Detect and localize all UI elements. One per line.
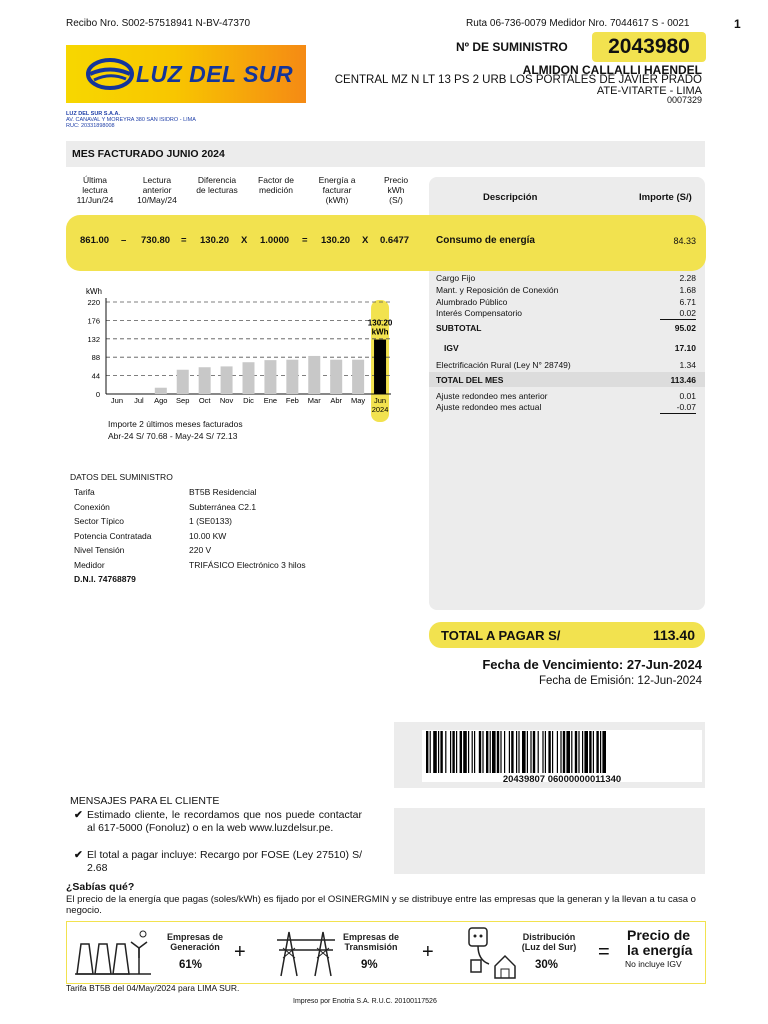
barcode-bar: [538, 731, 539, 773]
company-address: AV. CANAVAL Y MOREYRA 380 SAN ISIDRO - LIMA: [66, 117, 196, 123]
barcode-bar: [593, 731, 594, 773]
company-ruc: RUC: 20331898008: [66, 123, 115, 129]
suministro-number: 2043980: [608, 35, 690, 58]
datos-title: DATOS DEL SUMINISTRO: [70, 472, 173, 482]
calc-ultima: 861.00: [80, 235, 110, 246]
col-precio: Precio kWh (S/): [383, 175, 409, 205]
charge-row: Electrificación Rural (Ley N° 28749) 1.34: [436, 360, 696, 370]
chart-x-tick: Nov: [219, 396, 234, 405]
due-date: Fecha de Vencimiento: 27-Jun-2024: [482, 657, 702, 672]
barcode-bar: [589, 731, 591, 773]
calc-minus: –: [121, 235, 127, 246]
chart-bar: [243, 362, 255, 394]
chart-x-tick: May: [351, 396, 366, 405]
barcode-bar: [468, 731, 469, 773]
chart-x-tick: Jun: [110, 396, 124, 405]
barcode-bar: [545, 731, 546, 773]
barcode-bar: [445, 731, 446, 773]
energy-calculation-bar: [66, 215, 706, 271]
client-address: CENTRAL MZ N LT 13 PS 2 URB LOS PORTALES DE JAVIER PRADO: [334, 74, 702, 86]
chart-y-tick: 0: [95, 390, 100, 399]
chart-bar: [264, 360, 276, 394]
checkmark-icon: ✔: [74, 849, 83, 861]
charge-row: Alumbrado Público 6.71: [436, 297, 696, 307]
charge-row: Interés Compensatorio 0.02: [436, 308, 696, 318]
plus-sign: +: [234, 941, 246, 963]
billing-month-bar: [66, 141, 705, 167]
distribution-percent: 30%: [535, 959, 559, 971]
transmission-percent: 9%: [361, 959, 378, 971]
importe-note-values: Abr-24 S/ 70.68 - May-24 S/ 72.13: [108, 431, 238, 441]
barcode-bar: [500, 731, 501, 773]
message-item: ✔ Estimado cliente, le recordamos que nos puede contactar al 617-5000 (Fonoluz) o en la web www.luzdelsur.pe.: [74, 809, 362, 834]
transmission-tower-icon: [273, 928, 339, 978]
plus-sign: +: [422, 941, 434, 963]
chart-x-tick: Jul: [134, 396, 144, 405]
barcode-bar: [463, 731, 467, 773]
charge-row: Ajuste redondeo mes actual -0.07: [436, 402, 696, 412]
client-city: ATE-VITARTE - LIMA: [596, 85, 702, 97]
datos-label: Medidor: [74, 560, 105, 570]
barcode-bar: [497, 731, 499, 773]
chart-x-tick: Sep: [176, 396, 190, 405]
printed-by: Impreso por Enotria S.A. R.U.C. 20100117526: [293, 998, 437, 1005]
sabias-text: El precio de la energía que pagas (soles/kWh) es fijado por el OSINERGMIN y se distribuye entre las empresas que la generan y la llevan a tu casa o negocio.: [66, 894, 696, 916]
adjust-rule: [660, 413, 696, 414]
barcode-bar: [460, 731, 462, 773]
barcode-bar: [552, 731, 553, 773]
company-name: LUZ DEL SUR S.A.A.: [66, 111, 120, 117]
chart-y-tick: 132: [87, 334, 100, 344]
chart-x-tick: Jun: [373, 396, 387, 405]
barcode-bar: [426, 731, 428, 773]
datos-value: 10.00 KW: [189, 531, 227, 541]
datos-label: Sector Típico: [74, 516, 124, 526]
importe-note-title: Importe 2 últimos meses facturados: [108, 419, 243, 429]
barcode-bar: [600, 731, 601, 773]
barcode-bar: [438, 731, 439, 773]
col-diferencia: Diferencia de lecturas: [196, 175, 238, 195]
calc-anterior: 730.80: [141, 235, 171, 246]
barcode-bar: [530, 731, 531, 773]
page-number: 1: [734, 17, 741, 31]
barcode-bar: [571, 731, 572, 773]
chart-x-tick: Abr: [330, 396, 343, 405]
datos-value: Subterránea C2.1: [189, 502, 257, 512]
calc-equals-1: =: [181, 235, 187, 246]
datos-label: Nivel Tensión: [74, 545, 125, 555]
barcode-bar: [490, 731, 491, 773]
chart-y-tick: 44: [91, 371, 100, 381]
barcode-bar: [516, 731, 517, 773]
barcode-bar: [557, 731, 558, 773]
datos-value: BT5B Residencial: [189, 487, 257, 497]
chart-data-label-unit: kWh: [371, 327, 389, 337]
barcode-bar: [542, 731, 543, 773]
description-header: Descripción: [483, 192, 538, 203]
calc-energia: 130.20: [321, 235, 351, 246]
barcode-bar: [450, 731, 451, 773]
message-item: ✔ El total a pagar incluye: Recargo por FOSE (Ley 27510) S/ 2.68: [74, 849, 362, 874]
col-lectura-anterior: Lectura anterior 10/May/24: [137, 175, 177, 205]
chart-x-tick: Feb: [285, 396, 299, 405]
charge-row: Mant. y Reposición de Conexión 1.68: [436, 285, 696, 295]
barcode-bar: [563, 731, 565, 773]
chart-bar: [352, 360, 364, 394]
total-label: TOTAL A PAGAR S/: [441, 628, 561, 643]
barcode-bar: [584, 731, 588, 773]
barcode-bar: [602, 731, 606, 773]
datos-value: 220 V: [189, 545, 212, 555]
sabias-title: ¿Sabías qué?: [66, 881, 135, 893]
barcode-bar: [511, 731, 513, 773]
barcode-area: [394, 722, 705, 788]
total-mes-row: TOTAL DEL MES 113.46: [436, 375, 696, 385]
igv-row: IGV 17.10: [444, 343, 696, 353]
chart-x-tick: Dic: [243, 396, 254, 405]
barcode-bar: [472, 731, 473, 773]
calc-precio: 0.6477: [380, 235, 410, 246]
barcode-bar: [474, 731, 475, 773]
calc-equals-2: =: [302, 235, 308, 246]
chart-bar-highlight: [374, 340, 386, 394]
chart-y-tick: 88: [91, 353, 100, 363]
subtotal-row: SUBTOTAL 95.02: [436, 323, 696, 333]
charge-row: Ajuste redondeo mes anterior 0.01: [436, 391, 696, 401]
suministro-label: Nº DE SUMINISTRO: [456, 40, 568, 54]
client-name: ALMIDON CALLALLI HAENDEL: [522, 63, 702, 77]
datos-label: Conexión: [74, 502, 110, 512]
calc-times-1: X: [241, 235, 248, 246]
datos-label: Potencia Contratada: [74, 531, 152, 541]
no-igv-note: No incluye IGV: [625, 959, 682, 969]
barcode-bar: [486, 731, 488, 773]
receipt-number: Recibo Nro. S002-57518941 N-BV-47370: [66, 18, 251, 29]
chart-x-tick: Ago: [154, 396, 168, 405]
consumo-value: 84.33: [673, 236, 696, 246]
barcode-bar: [492, 731, 496, 773]
chart-bar: [177, 370, 189, 394]
billing-month: MES FACTURADO JUNIO 2024: [72, 148, 225, 160]
col-factor: Factor de medición: [258, 175, 294, 195]
total-value: 113.40: [652, 627, 695, 643]
chart-data-label: 130.20: [367, 318, 393, 328]
energy-price-title: Precio de la energía: [627, 927, 693, 958]
transmission-label: Empresas de Transmisión: [342, 932, 400, 952]
messages-side-box: [394, 808, 705, 874]
tariff-note: Tarifa BT5B del 04/May/2024 para LIMA SUR.: [66, 983, 240, 993]
barcode-bar: [504, 731, 505, 773]
chart-x-tick: Ene: [263, 396, 278, 405]
route-meter-info: Ruta 06-736-0079 Medidor Nro. 7044617 S - 0021: [466, 18, 690, 29]
power-plant-icon: [73, 928, 153, 978]
generation-percent: 61%: [179, 959, 203, 971]
checkmark-icon: ✔: [74, 809, 83, 821]
barcode-bar: [596, 731, 598, 773]
consumption-chart: [66, 282, 406, 422]
col-energia: Energía a facturar (kWh): [318, 175, 356, 205]
barcode-bar: [440, 731, 442, 773]
calc-factor: 1.0000: [260, 235, 290, 246]
messages-title: MENSAJES PARA EL CLIENTE: [70, 795, 220, 807]
barcode-bar: [527, 731, 528, 773]
barcode-bar: [548, 731, 550, 773]
chart-bar: [199, 367, 211, 394]
logo-text: LUZ DEL SUR: [136, 61, 294, 87]
barcode-number: 20439807 06000000011340: [502, 774, 622, 785]
chart-bar: [155, 388, 167, 394]
chart-y-label: kWh: [86, 287, 102, 296]
consumo-label: Consumo de energía: [436, 235, 535, 246]
chart-bar: [330, 360, 342, 394]
col-ultima-lectura: Última lectura 11/Jun/24: [76, 175, 114, 205]
datos-value: 1 (SE0133): [189, 516, 232, 526]
barcode-bar: [430, 731, 431, 773]
chart-y-tick: 220: [87, 298, 100, 307]
company-logo: [66, 45, 306, 103]
barcode-bar: [578, 731, 579, 773]
barcode-bar: [433, 731, 437, 773]
barcode-bar: [522, 731, 526, 773]
chart-bar: [308, 356, 320, 394]
barcode-bar: [482, 731, 483, 773]
client-code: 0007329: [666, 95, 702, 105]
chart-bar: [286, 360, 298, 394]
barcode-bar: [566, 731, 570, 773]
equals-sign: =: [598, 941, 610, 963]
issue-date: Fecha de Emisión: 12-Jun-2024: [538, 675, 702, 687]
chart-x-tick-year: 2024: [371, 405, 389, 414]
barcode-bar: [479, 731, 481, 773]
total-to-pay-bar: [429, 622, 705, 648]
client-dni: D.N.I. 74768879: [74, 574, 136, 584]
barcode-bar: [582, 731, 583, 773]
datos-label: Tarifa: [74, 487, 95, 497]
chart-bar: [221, 366, 233, 394]
outlet-house-icon: [465, 926, 519, 980]
chart-y-tick: 176: [87, 316, 100, 326]
barcode-panel: [422, 730, 702, 785]
barcode-bar: [509, 731, 510, 773]
generation-label: Empresas de Generación: [166, 932, 224, 952]
chart-x-tick: Mar: [307, 396, 321, 405]
barcode-bar: [518, 731, 519, 773]
barcode-icon: [426, 731, 698, 773]
logo-swoosh-icon: [86, 57, 134, 91]
datos-value: TRIFÁSICO Electrónico 3 hilos: [189, 560, 306, 570]
barcode-bar: [575, 731, 577, 773]
calc-times-2: X: [362, 235, 369, 246]
subtotal-rule: [660, 319, 696, 320]
barcode-bar: [452, 731, 454, 773]
barcode-bar: [533, 731, 535, 773]
chart-x-tick: Oct: [198, 396, 211, 405]
calc-diferencia: 130.20: [200, 235, 230, 246]
amount-header: Importe (S/): [639, 192, 692, 203]
barcode-bar: [456, 731, 457, 773]
distribution-label: Distribución (Luz del Sur): [521, 932, 577, 952]
charge-row: Cargo Fijo 2.28: [436, 273, 696, 283]
price-composition-box: [66, 921, 706, 984]
suministro-box: [592, 32, 706, 62]
barcode-bar: [560, 731, 561, 773]
